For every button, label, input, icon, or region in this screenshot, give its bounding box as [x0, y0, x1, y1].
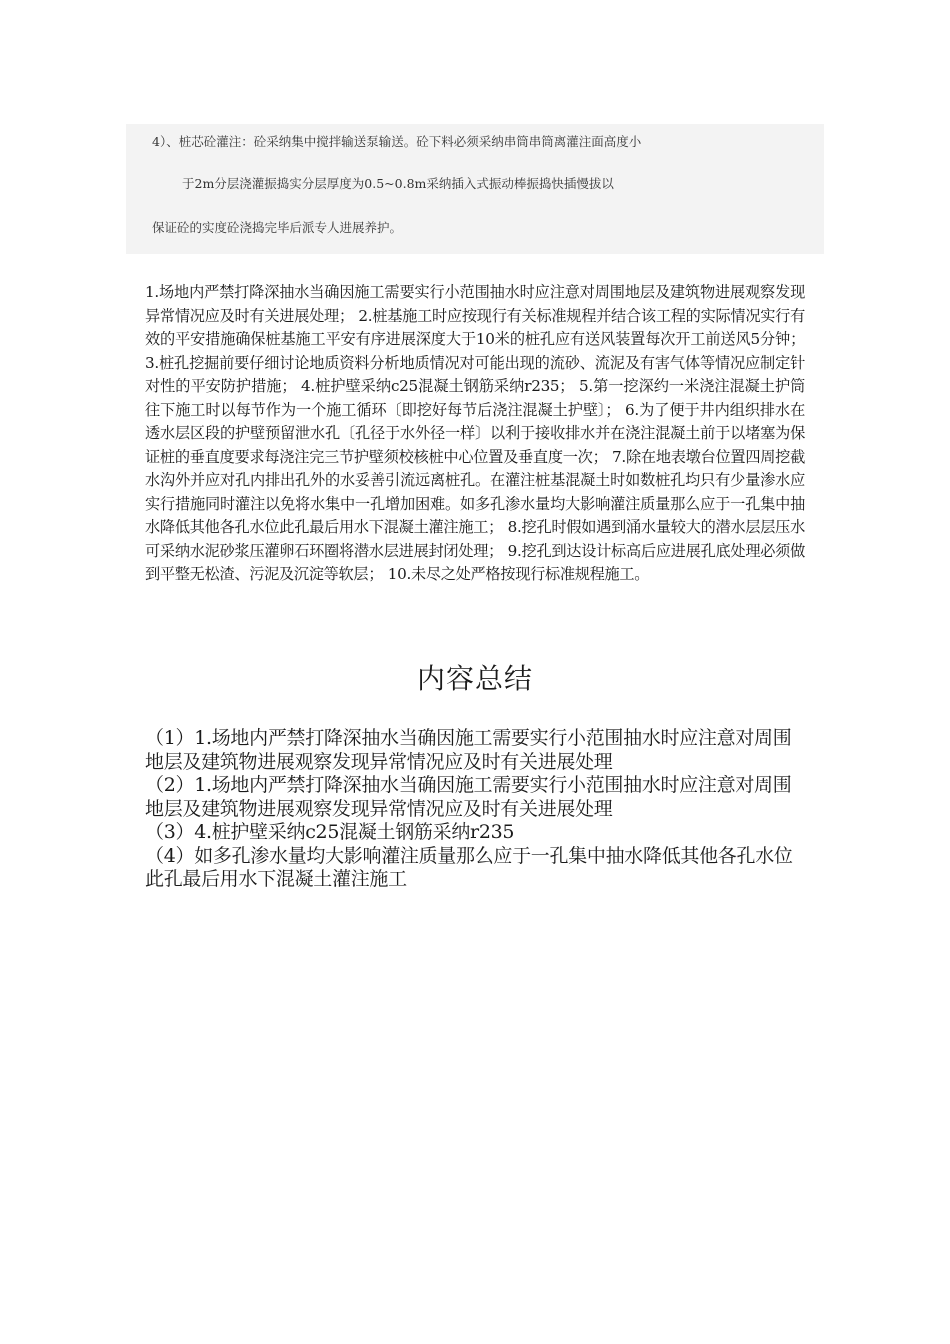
quote-line-3: 保证砼的实度砼浇捣完毕后派专人进展养护。 — [152, 220, 403, 235]
summary-item-4: （4）如多孔渗水量均大影响灌注质量那么应于一孔集中抽水降低其他各孔水位此孔最后用水下混凝土灌注施工 — [145, 844, 793, 890]
summary-item-3: （3）4.桩护壁采纳c25混凝土钢筋采纳r235 — [145, 821, 515, 843]
quote-line-1: 4）、桩芯砼灌注：砼采纳集中搅拌输送泵输送。砼下料必须采纳串筒串筒离灌注面高度小 — [152, 134, 642, 149]
summary-item-2: （2）1.场地内严禁打降深抽水当确因施工需要实行小范围抽水时应注意对周围地层及建筑物进展观察发现异常情况应及时有关进展处理 — [145, 774, 792, 820]
quote-line-2: 于2m分层浇灌振捣实分层厚度为0.5~0.8m采纳插入式振动棒振捣快插慢拔以 — [182, 176, 614, 191]
quote-box — [126, 124, 824, 254]
summary-list — [145, 727, 805, 892]
summary-item-1: （1）1.场地内严禁打降深抽水当确因施工需要实行小范围抽水时应注意对周围地层及建筑物进展观察发现异常情况应及时有关进展处理 — [145, 727, 792, 773]
summary-title: 内容总结 — [416, 662, 533, 695]
body-paragraph: 1.场地内严禁打降深抽水当确因施工需要实行小范围抽水时应注意对周围地层及建筑物进展观察发现异常情况应及时有关进展处理； 2.桩基施工时应按现行有关标准规程并结合该工程的实际情况实行有效的平安措施确保桩基施工平安有序进展深度大于10米的桩孔应有送风装置每次开工前送风5分钟； 3.桩孔挖掘前要仔细讨论地质资料分析地质情况对可能出现的流砂、流泥及有害气体等情况应制定针对性的平安防护措施； 4.桩护壁采纳c25混凝土钢筋采纳r235； 5.第一挖深约一米浇注混凝土护筒往下施工时以每节作为一个施工循环〔即挖好每节后浇注混凝土护壁〕； 6.为了便于井内组织排水在透水层区段的护壁预留泄水孔〔孔径于水外径一样〕以利于接收排水并在浇注混凝土前于以堵塞为保证桩的垂直度要求每浇注完三节护壁须校核桩中心位置及垂直度一次； 7.除在地表墩台位置四周挖截水沟外并应对孔内排出孔外的水妥善引流远离桩孔。在灌注桩基混凝土时如数桩孔均只有少量渗水应实行措施同时灌注以免将水集中一孔增加困难。如多孔渗水量均大影响灌注质量那么应于一孔集中抽水降低其他各孔水位此孔最后用水下混凝土灌注施工； 8.挖孔时假如遇到涌水量较大的潜水层层压水可采纳水泥砂浆压灌卵石环圈将潜水层进展封闭处理； 9.挖孔到达设计标高后应进展孔底处理必须做到平整无松渣、污泥及沉淀等软层； 10.未尽之处严格按现行标准规程施工。 — [145, 283, 805, 583]
